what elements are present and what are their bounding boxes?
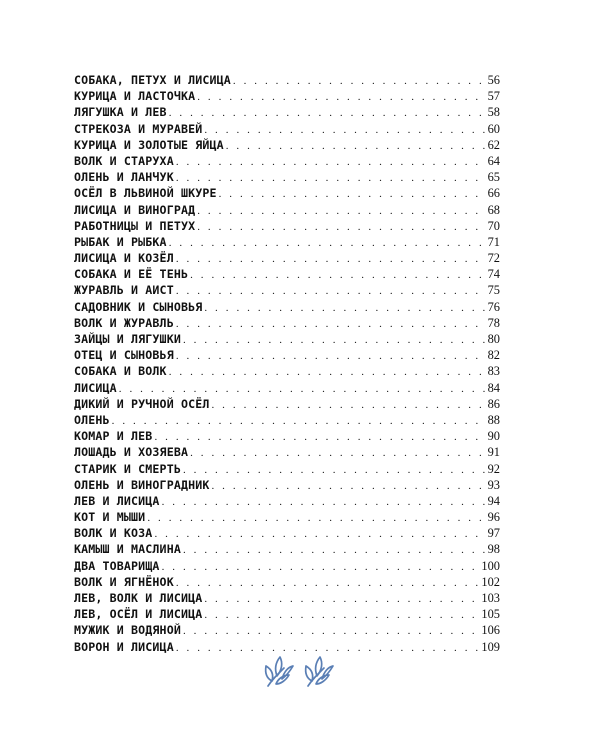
toc-entry-page-number: 75 [487, 283, 500, 298]
toc-entry-page-number: 74 [487, 267, 500, 282]
toc-dot-leader [176, 316, 486, 332]
toc-entry [74, 185, 500, 201]
toc-entry-page-number: 84 [487, 380, 500, 395]
toc-entry-title: ВОРОН И ЛИСИЦА [74, 639, 174, 654]
toc-entry-title: СОБАКА, ПЕТУХ И ЛИСИЦА [74, 73, 231, 87]
toc-dot-leader [176, 283, 486, 299]
toc-entry-page-number: 60 [487, 121, 500, 136]
toc-dot-leader [197, 203, 485, 219]
toc-entry [74, 622, 500, 638]
toc-dot-leader [162, 559, 480, 575]
toc-entry [74, 266, 500, 282]
toc-entry [74, 299, 500, 315]
toc-dot-leader [190, 267, 486, 283]
toc-entry-page-number: 94 [487, 493, 500, 508]
toc-dot-leader [211, 478, 485, 494]
toc-dot-leader [169, 105, 486, 121]
toc-dot-leader [204, 591, 479, 607]
toc-entry-title: СТАРИК И СМЕРТЬ [74, 461, 181, 476]
toc-entry [74, 639, 500, 655]
toc-dot-leader [112, 413, 486, 429]
toc-entry [74, 347, 500, 363]
toc-dot-leader [162, 494, 486, 510]
toc-entry-title: САДОВНИК И СЫНОВЬЯ [74, 299, 203, 314]
toc-entry [74, 574, 500, 590]
toc-entry-title: КОМАР И ЛЕВ [74, 429, 153, 444]
toc-dot-leader [183, 542, 486, 558]
toc-entry-title: ДИКИЙ И РУЧНОЙ ОСЁЛ [74, 396, 210, 411]
toc-entry-title: ЛЯГУШКА И ЛЕВ [74, 105, 167, 120]
toc-entry-page-number: 72 [487, 251, 500, 266]
toc-entry-page-number: 103 [481, 591, 500, 605]
toc-dot-leader [219, 186, 486, 202]
toc-dot-leader [176, 348, 486, 364]
toc-entry-title: ЛИСИЦА [74, 380, 117, 395]
toc-entry [74, 396, 500, 412]
toc-entry [74, 104, 500, 120]
toc-dot-leader [176, 575, 480, 591]
left-leaf-sprig-icon [266, 657, 293, 686]
toc-entry-page-number: 78 [487, 315, 500, 330]
toc-entry-page-number: 109 [481, 639, 500, 654]
toc-entry-page-number: 102 [481, 574, 500, 589]
toc-entry [74, 363, 500, 379]
toc-entry [74, 606, 500, 622]
toc-dot-leader [211, 397, 485, 413]
toc-entry [74, 169, 500, 185]
toc-entry-title: КАМЫШ И МАСЛИНА [74, 542, 181, 557]
toc-entry-title: ОЛЕНЬ И ЛАНЧУК [74, 170, 174, 185]
toc-entry-title: ЛОШАДЬ И ХОЗЯЕВА [74, 445, 189, 460]
toc-entry [74, 493, 500, 509]
toc-dot-leader [176, 154, 486, 170]
toc-entry [74, 541, 500, 557]
toc-entry [74, 72, 500, 88]
toc-entry-page-number: 92 [487, 461, 500, 476]
toc-entry [74, 153, 500, 169]
toc-entry [74, 250, 500, 266]
toc-entry [74, 461, 500, 477]
toc-entry-page-number: 90 [487, 429, 500, 444]
toc-entry-title: ВОЛК И ЯГНЁНОК [74, 574, 174, 589]
toc-entry [74, 509, 500, 525]
toc-entry-title: РЫБАК И РЫБКА [74, 234, 167, 249]
toc-dot-leader [154, 526, 485, 542]
toc-dot-leader [197, 219, 485, 235]
toc-entry-title: ЛИСИЦА И КОЗЁЛ [74, 251, 174, 266]
toc-dot-leader [204, 607, 479, 623]
toc-entry [74, 380, 500, 396]
toc-entry-title: ЗАЙЦЫ И ЛЯГУШКИ [74, 332, 181, 346]
toc-entry-page-number: 71 [487, 234, 500, 249]
toc-dot-leader [197, 89, 485, 105]
toc-dot-leader [176, 170, 486, 186]
toc-entry-title: ДВА ТОВАРИЩА [74, 558, 160, 573]
toc-entry-title: РАБОТНИЦЫ И ПЕТУХ [74, 218, 196, 233]
toc-entry [74, 121, 500, 137]
toc-entry-page-number: 70 [487, 218, 500, 233]
toc-entry [74, 477, 500, 493]
toc-entry-title: ОЛЕНЬ И ВИНОГРАДНИК [74, 477, 210, 492]
toc-dot-leader [119, 381, 486, 397]
toc-dot-leader [169, 235, 486, 251]
toc-entry [74, 218, 500, 234]
toc-entry-page-number: 56 [487, 73, 500, 87]
toc-entry-page-number: 82 [487, 348, 500, 363]
leaf-sprigs-ornament-icon [262, 654, 338, 692]
toc-entry-page-number: 76 [487, 299, 500, 314]
toc-dot-leader [147, 510, 485, 526]
toc-entry [74, 428, 500, 444]
toc-entry-page-number: 57 [487, 89, 500, 104]
toc-dot-leader [183, 623, 479, 639]
toc-entry [74, 282, 500, 298]
toc-entry [74, 590, 500, 606]
toc-entry-title: ЛЕВ И ЛИСИЦА [74, 493, 160, 508]
toc-entry-page-number: 91 [487, 445, 500, 460]
toc-dot-leader [169, 364, 486, 380]
toc-entry-page-number: 80 [487, 332, 500, 346]
toc-entry-title: СОБАКА И ЕЁ ТЕНЬ [74, 267, 189, 282]
toc-entry-title: КУРИЦА И ЗОЛОТЫЕ ЯЙЦА [74, 137, 224, 152]
toc-dot-leader [183, 332, 486, 348]
toc-entry-title: ВОЛК И КОЗА [74, 526, 153, 541]
toc-entry-page-number: 68 [487, 202, 500, 217]
toc-entry-page-number: 100 [481, 558, 500, 573]
right-leaf-sprig-icon [306, 657, 333, 686]
toc-entry-page-number: 97 [487, 526, 500, 541]
table-of-contents [74, 72, 500, 655]
toc-entry-title: СТРЕКОЗА И МУРАВЕЙ [74, 121, 203, 136]
toc-dot-leader [154, 429, 485, 445]
toc-entry-title: ОСЁЛ В ЛЬВИНОЙ ШКУРЕ [74, 186, 217, 201]
toc-dot-leader [183, 462, 486, 478]
toc-dot-leader [204, 122, 485, 138]
toc-entry-page-number: 83 [487, 364, 500, 379]
toc-entry-page-number: 86 [487, 396, 500, 411]
toc-dot-leader [226, 138, 486, 154]
toc-entry [74, 444, 500, 460]
toc-entry-page-number: 105 [481, 607, 500, 622]
toc-entry-title: ОТЕЦ И СЫНОВЬЯ [74, 348, 174, 363]
toc-entry-page-number: 93 [487, 477, 500, 492]
toc-entry [74, 315, 500, 331]
toc-entry-title: КУРИЦА И ЛАСТОЧКА [74, 89, 196, 104]
toc-entry-title: ЖУРАВЛЬ И АИСТ [74, 283, 174, 298]
toc-dot-leader [233, 73, 486, 89]
toc-entry-page-number: 62 [487, 137, 500, 152]
toc-entry-title: ЛЕВ, ВОЛК И ЛИСИЦА [74, 591, 203, 605]
toc-entry-page-number: 98 [487, 542, 500, 557]
toc-entry-title: ЛЕВ, ОСЁЛ И ЛИСИЦА [74, 607, 203, 622]
toc-entry-title: МУЖИК И ВОДЯНОЙ [74, 623, 181, 638]
toc-entry-page-number: 106 [481, 623, 500, 638]
toc-entry-page-number: 88 [487, 412, 500, 427]
toc-entry-title: ЛИСИЦА И ВИНОГРАД [74, 202, 196, 217]
toc-entry [74, 558, 500, 574]
toc-entry [74, 202, 500, 218]
toc-entry-page-number: 96 [487, 510, 500, 525]
toc-dot-leader [190, 445, 486, 461]
toc-dot-leader [176, 251, 486, 267]
toc-entry-title: СОБАКА И ВОЛК [74, 364, 167, 379]
toc-entry-title: ОЛЕНЬ [74, 412, 110, 427]
toc-entry-page-number: 64 [487, 153, 500, 168]
toc-entry [74, 234, 500, 250]
toc-entry-page-number: 65 [487, 170, 500, 185]
toc-entry [74, 137, 500, 153]
toc-dot-leader [204, 300, 485, 316]
toc-entry-page-number: 58 [487, 105, 500, 120]
toc-entry-title: ВОЛК И СТАРУХА [74, 153, 174, 168]
toc-entry [74, 412, 500, 428]
toc-entry-title: ВОЛК И ЖУРАВЛЬ [74, 315, 174, 330]
toc-entry [74, 525, 500, 541]
toc-entry [74, 331, 500, 347]
toc-entry-page-number: 66 [487, 186, 500, 201]
toc-entry [74, 88, 500, 104]
toc-entry-title: КОТ И МЫШИ [74, 510, 146, 525]
